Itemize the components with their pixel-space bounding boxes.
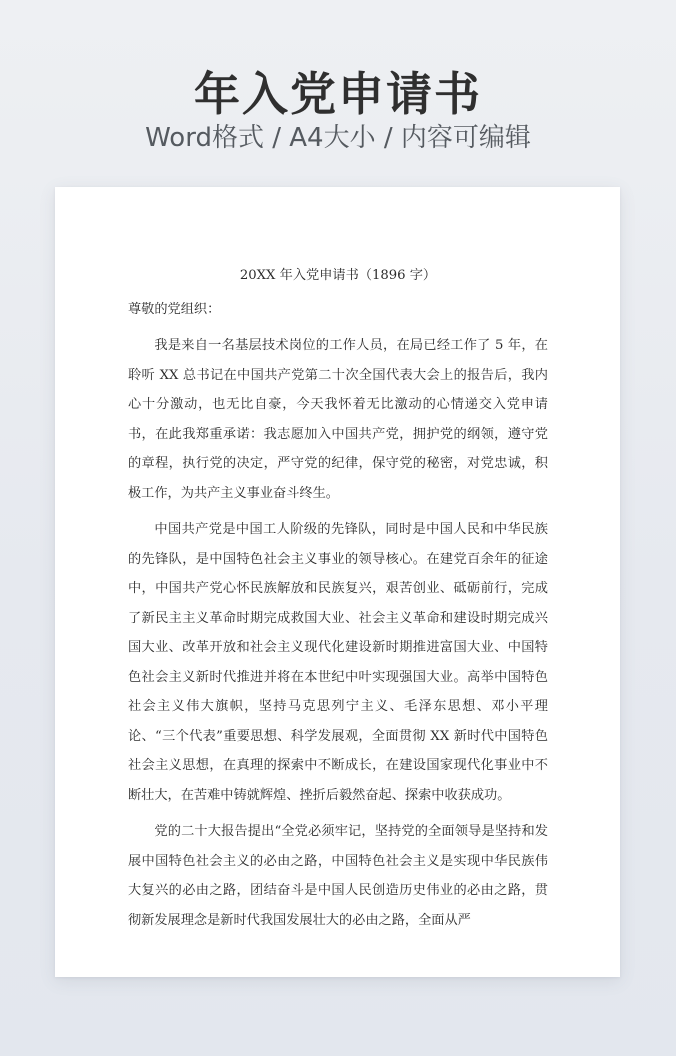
document-paragraph-1: 我是来自一名基层技术岗位的工作人员，在局已经工作了 5 年，在聆听 XX 总书记在中国共产党第二十次全国代表大会上的报告后，我内心十分激动，也无比自豪，今天我怀着无比激动的心情递交入党申请书，在此我郑重承诺：我志愿加入中国共产党，拥护党的纲领，遵守党的章程，执行党的决定，严守党的纪律，保守党的秘密，对党忠诚，积极工作，为共产主义事业奋斗终生。 (128, 338, 548, 501)
document-title: 20XX 年入党申请书（1896 字） (239, 268, 437, 283)
document-paragraph-2: 中国共产党是中国工人阶级的先锋队，同时是中国人民和中华民族的先锋队，是中国特色社会主义事业的领导核心。在建党百余年的征途中，中国共产党心怀民族解放和民族复兴，艰苦创业、砥砺前行，完成了新民主主义革命时期完成救国大业、社会主义革命和建设时期完成兴国大业、改革开放和社会主义现代化建设新时期推进富国大业、中国特色社会主义新时代推进并将在本世纪中叶实现强国大业。高举中国特色社会主义伟大旗帜，坚持马克思列宁主义、毛泽东思想、邓小平理论、“三个代表”重要思想、科学发展观，全面贯彻 XX 新时代中国特色社会主义思想，在真理的探索中不断成长，在建设国家现代化事业中不断壮大，在苦难中铸就辉煌、挫折后毅然奋起、探索中收获成功。 (128, 522, 548, 803)
document-body (128, 261, 548, 942)
page-title: 年入党申请书 (194, 67, 482, 121)
page-subtitle: Word格式 / A4大小 / 内容可编辑 (145, 123, 531, 153)
document-greeting: 尊敬的党组织： (128, 302, 221, 317)
document-page (55, 187, 620, 977)
document-paragraph-3: 党的二十大报告提出“全党必须牢记，坚持党的全面领导是坚持和发展中国特色社会主义的必由之路，中国特色社会主义是实现中华民族伟大复兴的必由之路，团结奋斗是中国人民创造历史伟业的必由之路，贯彻新发展理念是新时代我国发展壮大的必由之路，全面从严 (128, 824, 548, 928)
